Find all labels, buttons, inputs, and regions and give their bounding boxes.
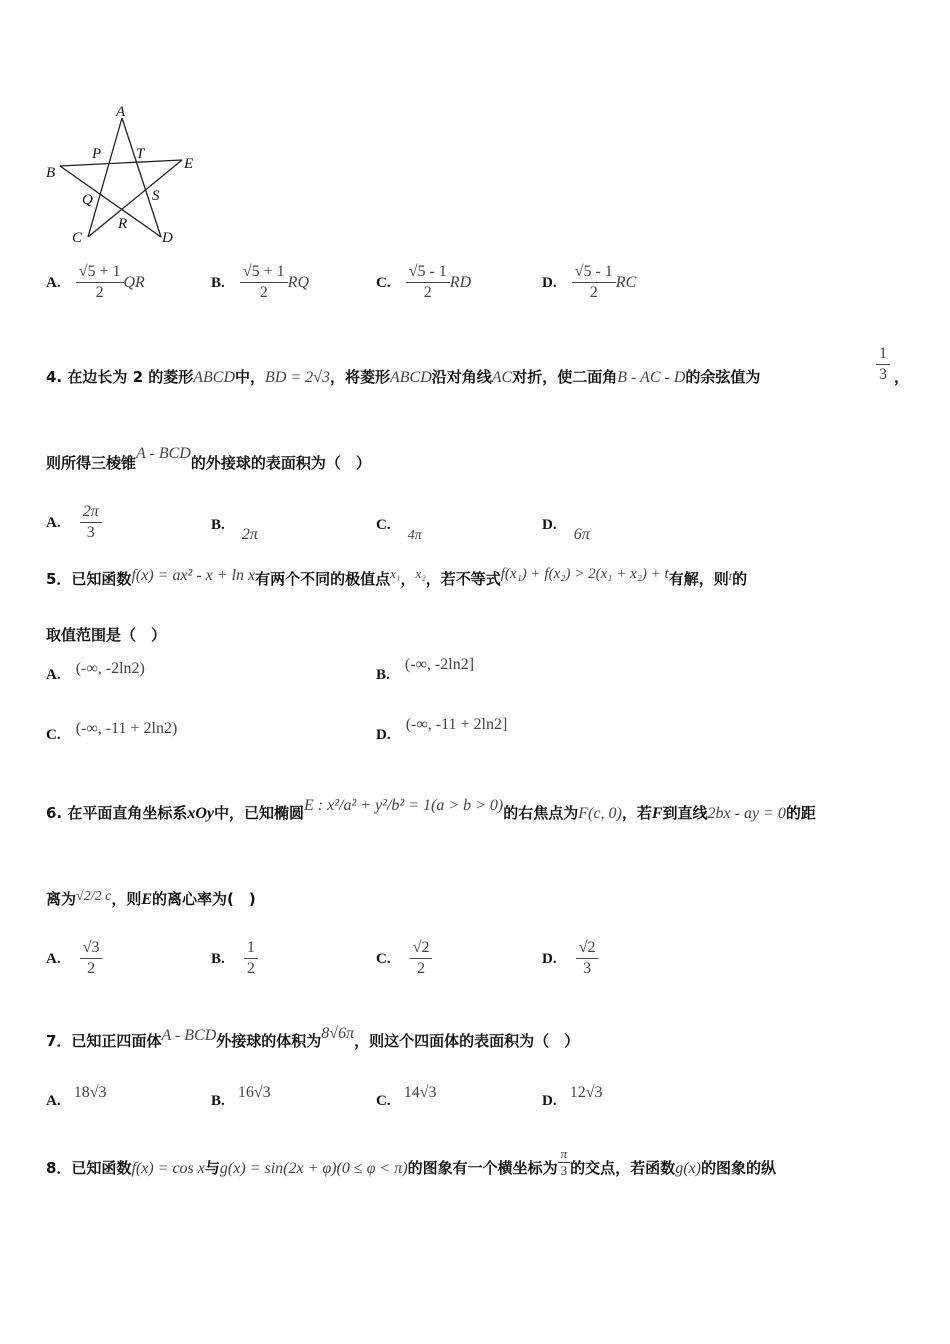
q3-option-c[interactable] (376, 262, 471, 303)
vector-name: QR (123, 274, 145, 291)
option-letter: D. (542, 951, 557, 967)
q4-line2 (46, 445, 371, 473)
q4-text: 沿对角线 (431, 368, 492, 386)
fraction-denominator: 2 (423, 284, 432, 301)
fraction-numerator: √5 - 1 (406, 262, 450, 283)
q5-math: f(x) = ax² - x + ln x (131, 567, 256, 584)
q5-option-a[interactable] (46, 660, 145, 684)
q7-text: 7．已知正四面体 (46, 1032, 162, 1050)
q4-option-b[interactable] (211, 514, 258, 543)
option-value: (-∞, -11 + 2ln2] (405, 716, 508, 733)
label-P: P (92, 146, 102, 162)
option-value: 4π (407, 528, 422, 543)
q6-text: 离为 (46, 890, 77, 908)
q5-option-c[interactable] (46, 720, 178, 744)
q6-line2 (46, 888, 256, 909)
fraction-numerator: 1 (876, 344, 890, 365)
q6-option-a[interactable] (46, 938, 102, 979)
q8-text: 与 (204, 1159, 220, 1177)
option-letter: A. (46, 515, 61, 531)
q6-math: √2/2 c (76, 889, 112, 904)
option-letter: A. (46, 667, 61, 683)
option-value: (-∞, -2ln2] (404, 656, 475, 673)
option-letter: C. (376, 1093, 391, 1109)
q4-text: 对折，使二面角 (512, 368, 618, 386)
fraction-denominator: 2 (417, 960, 426, 977)
fraction-denominator: 3 (86, 524, 95, 541)
q4-math: BD = 2√3 (265, 369, 330, 386)
fraction-numerator: √3 (80, 938, 103, 959)
q4-text: 的余弦值为 (685, 368, 761, 386)
option-letter: A. (46, 275, 61, 291)
q6-math: F (651, 805, 663, 822)
vector-name: RD (449, 274, 472, 291)
option-letter: D. (542, 517, 557, 533)
q4-cosine-fraction (876, 344, 890, 385)
option-value: (-∞, -2ln2) (75, 660, 145, 677)
q4-math: ABCD (389, 369, 432, 386)
q6-math: 2bx - ay = 0 (707, 805, 786, 822)
q8-text: 的图象有一个横坐标为 (407, 1159, 558, 1177)
option-letter: C. (376, 517, 391, 533)
q5-option-d[interactable] (376, 716, 508, 744)
q4-text: 中， (235, 368, 266, 386)
label-B: B (46, 165, 56, 181)
q5-text: ， (400, 570, 416, 588)
option-letter: D. (376, 727, 391, 743)
q5-math: x₂ (415, 566, 426, 581)
label-A: A (116, 104, 126, 120)
q8-text: 的图象的纵 (700, 1159, 776, 1177)
fraction-denominator: 3 (583, 960, 592, 977)
option-value: 6π (573, 526, 590, 543)
vector-name: RC (615, 274, 637, 291)
fraction-denominator: 2 (259, 284, 268, 301)
q8-fraction (558, 1146, 571, 1179)
label-E: E (184, 156, 194, 172)
q8-math: g(x) (675, 1160, 701, 1177)
q6-text: 的距 (785, 804, 816, 822)
q7-text: ，则这个四面体的表面积为（ ） (354, 1032, 580, 1050)
option-letter: B. (376, 667, 390, 683)
q7-option-d[interactable] (542, 1084, 603, 1110)
q4-comma: ， (894, 368, 910, 386)
q4-option-d[interactable] (542, 514, 590, 543)
q3-option-d[interactable] (542, 262, 636, 303)
fraction-denominator: 2 (589, 284, 598, 301)
q4-option-c[interactable] (376, 514, 422, 543)
q6-text: ，若 (621, 804, 652, 822)
q8-text: 8．已知函数 (46, 1159, 132, 1177)
q8-math: g(x) = sin(2x + φ)(0 ≤ φ < π) (219, 1160, 408, 1177)
q6-text: 到直线 (662, 804, 708, 822)
option-letter: C. (376, 951, 391, 967)
fraction-denominator: 2 (95, 284, 104, 301)
q7-option-b[interactable] (211, 1084, 271, 1110)
option-value: 16√3 (237, 1084, 271, 1101)
q7-text: 外接球的体积为 (216, 1032, 322, 1050)
q5-math: t (728, 569, 733, 583)
q8-line (46, 1146, 776, 1185)
option-letter: D. (542, 275, 557, 291)
q6-text: 的离心率为( ) (152, 890, 256, 908)
label-D: D (162, 230, 173, 246)
q7-math: A - BCD (161, 1027, 217, 1044)
q6-line1 (46, 797, 816, 823)
fraction-denominator: 3 (560, 1163, 568, 1178)
q5-text: 有解，则 (668, 570, 729, 588)
q7-math: 8√6π (321, 1025, 355, 1042)
q8-text: 的交点，若函数 (570, 1159, 676, 1177)
option-value: 14√3 (403, 1084, 437, 1101)
option-letter: B. (211, 517, 225, 533)
q4-math: B - AC - D (617, 369, 686, 386)
fraction-numerator: √2 (410, 938, 433, 959)
fraction-numerator: √2 (576, 938, 599, 959)
q3-option-b[interactable] (211, 262, 309, 303)
pentagram-figure (40, 100, 210, 250)
label-C: C (72, 230, 83, 246)
option-letter: D. (542, 1093, 557, 1109)
fraction-denominator: 2 (246, 960, 255, 977)
q4-option-a[interactable] (46, 502, 102, 543)
q6-option-d[interactable] (542, 938, 598, 979)
q5-option-b[interactable] (376, 656, 475, 684)
q4-line1 (46, 366, 760, 387)
q4-text: 的外接球的表面积为（ ） (190, 454, 371, 472)
label-T: T (136, 146, 145, 162)
q7-option-a[interactable] (46, 1084, 107, 1110)
fraction-numerator: √5 - 1 (572, 262, 616, 283)
label-R: R (118, 216, 128, 232)
q6-math: F(c, 0) (578, 805, 622, 822)
q6-math: E (141, 891, 152, 908)
q3-option-a[interactable] (46, 262, 145, 303)
fraction-numerator: √5 + 1 (240, 262, 288, 283)
option-letter: A. (46, 1093, 61, 1109)
q4-text: ，将菱形 (329, 368, 390, 386)
q6-text: 6. 在平面直角坐标系 (46, 804, 188, 822)
q6-text: 中，已知椭圆 (214, 804, 305, 822)
q7-option-c[interactable] (376, 1084, 437, 1110)
q6-option-b[interactable] (211, 938, 258, 979)
fraction-numerator: π (558, 1146, 571, 1163)
q5-math: x₁ (390, 566, 401, 581)
vector-name: RQ (287, 274, 309, 291)
q4-text: 则所得三棱锥 (46, 454, 137, 472)
q6-math: xOy (187, 805, 215, 822)
q4-math: AC (491, 369, 513, 386)
q4-text: 4. 在边长为 2 的菱形 (46, 368, 194, 386)
q5-line1 (46, 568, 747, 589)
option-letter: B. (211, 951, 225, 967)
q5-text: ，若不等式 (425, 570, 501, 588)
option-letter: B. (211, 1093, 225, 1109)
option-value: 2π (241, 526, 258, 543)
fraction-numerator: 2π (80, 502, 102, 523)
fraction-denominator: 2 (87, 960, 96, 977)
q5-math: f(x₁) + f(x₂) > 2(x₁ + x₂) + t (500, 566, 669, 582)
label-Q: Q (82, 192, 93, 208)
q5-line2: 取值范围是（ ） (46, 626, 167, 644)
q6-option-c[interactable] (376, 938, 432, 979)
fraction-numerator: √5 + 1 (76, 262, 124, 283)
option-value: 12√3 (569, 1084, 603, 1101)
option-letter: C. (46, 727, 61, 743)
q8-math: f(x) = cos x (131, 1160, 205, 1177)
q6-text: 的右焦点为 (503, 804, 579, 822)
q5-text: 5．已知函数 (46, 570, 132, 588)
option-value: 18√3 (73, 1084, 107, 1101)
option-letter: A. (46, 951, 61, 967)
q6-text: ，则 (111, 890, 142, 908)
fraction-numerator: 1 (244, 938, 258, 959)
option-letter: C. (376, 275, 391, 291)
q4-math: A - BCD (136, 445, 191, 462)
label-S: S (152, 188, 160, 204)
q7-line (46, 1025, 580, 1051)
q4-math: ABCD (193, 369, 236, 386)
q6-math: E : x²/a² + y²/b² = 1(a > b > 0) (304, 797, 504, 814)
q5-text: 的 (732, 570, 748, 588)
fraction-denominator: 3 (879, 366, 887, 383)
option-letter: B. (211, 275, 225, 291)
q5-text: 有两个不同的极值点 (255, 570, 391, 588)
option-value: (-∞, -11 + 2ln2) (75, 720, 178, 737)
